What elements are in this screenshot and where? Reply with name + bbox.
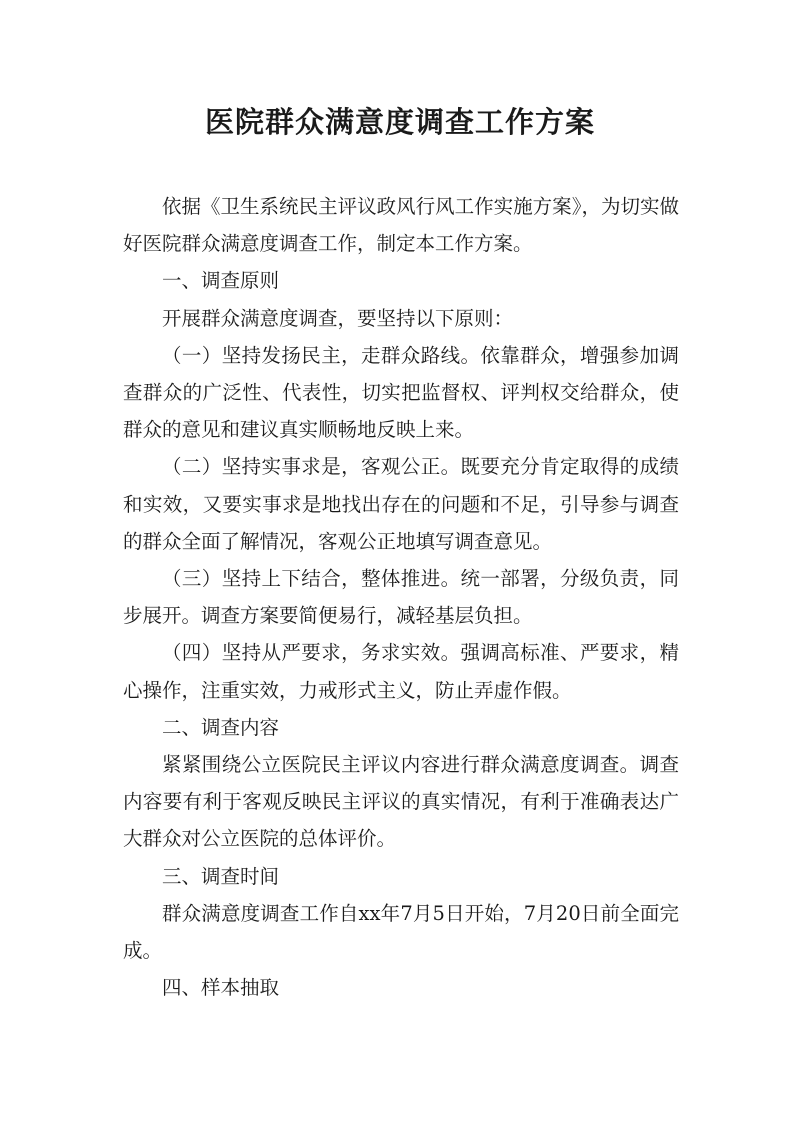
section-heading-content: 二、调查内容 [162,715,280,739]
paragraph: 开展群众满意度调查，要坚持以下原则： [162,306,514,330]
document-title: 医院群众满意度调查工作方案 [204,105,595,139]
paragraph-intro: 依据《卫生系统民主评议政风行风工作实施方案》，为切实做好医院群众满意度调查工作，制定本工作方案。 [123,195,679,256]
section-heading-time: 三、调查时间 [162,864,280,888]
paragraph: （三）坚持上下结合，整体推进。统一部署，分级负责，同步展开。调查方案要简便易行，减轻基层负担。 [123,567,679,628]
paragraph: 紧紧围绕公立医院民主评议内容进行群众满意度调查。调查内容要有利于客观反映民主评议的真实情况，有利于准确表达广大群众对公立医院的总体评价。 [123,753,679,851]
paragraph: 群众满意度调查工作自xx年7月5日开始，7月20日前全面完成。 [123,901,679,963]
paragraph: （二）坚持实事求是，客观公正。既要充分肯定取得的成绩和实效，又要实事求是地找出存在的问题和不足，引导参与调查的群众全面了解情况，客观公正地填写调查意见。 [123,455,679,553]
paragraph: （一）坚持发扬民主，走群众路线。依靠群众，增强参加调查群众的广泛性、代表性，切实把监督权、评判权交给群众，使群众的意见和建议真实顺畅地反映上来。 [123,343,679,442]
document-body [123,188,679,1006]
section-heading-principles: 一、调查原则 [162,269,280,293]
section-heading-sampling: 四、样本抽取 [162,976,280,1000]
paragraph: （四）坚持从严要求，务求实效。强调高标准、严要求，精心操作，注重实效，力戒形式主义，防止弄虚作假。 [123,641,679,702]
